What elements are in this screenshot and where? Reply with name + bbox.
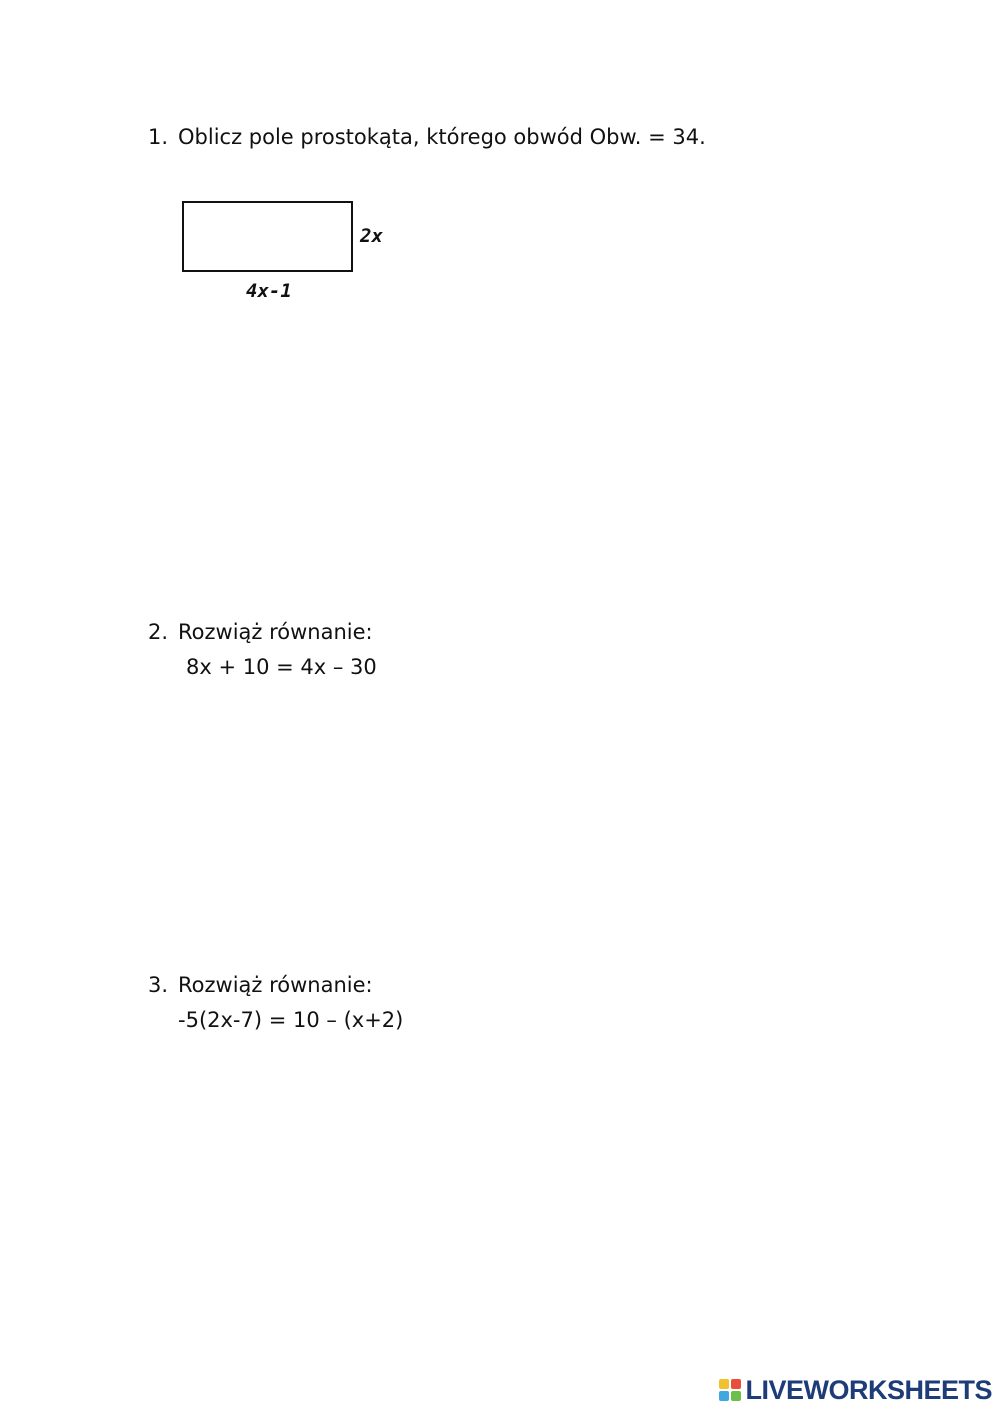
task-1-text: Oblicz pole prostokąta, którego obwód Obw. = 34.	[178, 125, 706, 149]
rectangle-figure	[182, 201, 353, 272]
task-2-number: 2.	[148, 620, 169, 644]
liveworksheets-brand	[719, 1375, 992, 1405]
task-1-number: 1.	[148, 125, 169, 149]
task-2-equation: 8x + 10 = 4x – 30	[186, 655, 377, 679]
rectangle-side-label: 2x	[360, 225, 383, 247]
brand-text: LIVEWORKSHEETS	[745, 1374, 992, 1405]
task-3-equation: -5(2x-7) = 10 – (x+2)	[178, 1008, 404, 1032]
liveworksheets-logo-icon	[719, 1379, 741, 1401]
task-1	[148, 120, 706, 154]
rectangle-bottom-label: 4x-1	[246, 280, 292, 302]
task-3	[148, 968, 373, 1002]
task-2	[148, 615, 373, 649]
task-2-text: Rozwiąż równanie:	[178, 620, 373, 644]
task-3-number: 3.	[148, 973, 169, 997]
task-3-text: Rozwiąż równanie:	[178, 973, 373, 997]
